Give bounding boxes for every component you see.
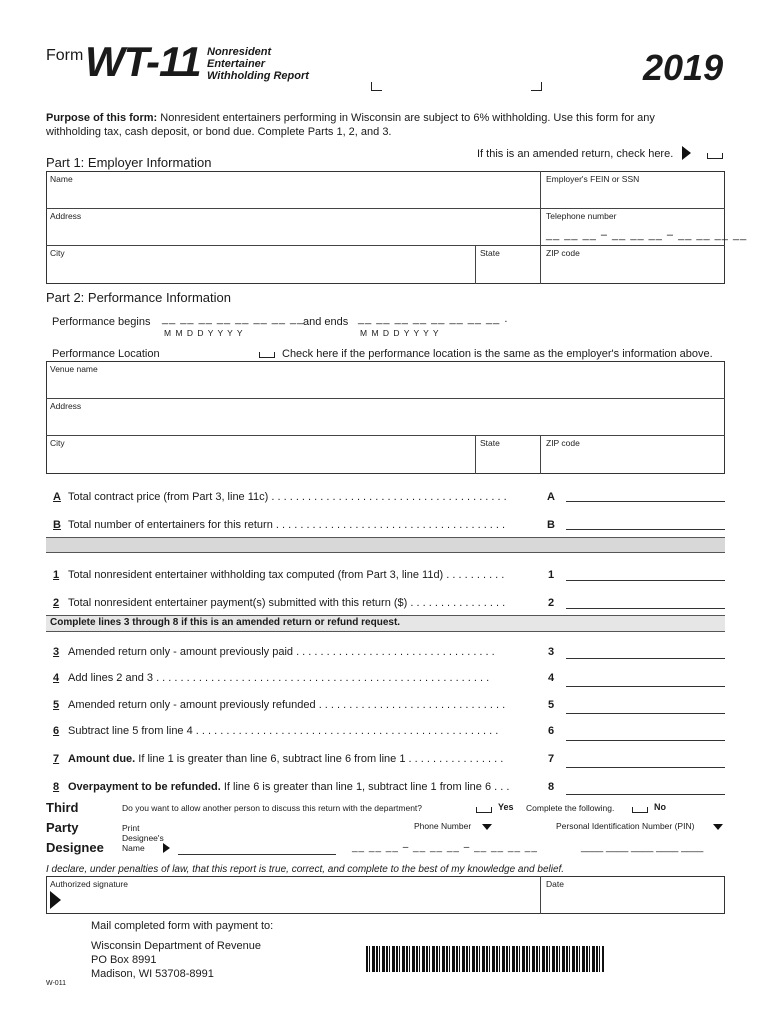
same-location-checkbox[interactable] [259, 352, 275, 358]
line-2-label: Total nonresident entertainer payment(s) submitted with this return ($) . . . . . . . . . . . . . . . . [68, 597, 506, 609]
line-5-input[interactable] [566, 713, 725, 714]
line-6-input[interactable] [566, 740, 725, 741]
purpose-label: Purpose of this form: [46, 112, 158, 124]
designee-title-2: Party [46, 820, 79, 835]
signature-box [46, 876, 725, 914]
line-a-label: Total contract price (from Part 3, line 11c) . . . . . . . . . . . . . . . . . . . . . . . . . . . . . . . . . . . . . . . [68, 491, 507, 503]
line-a-input[interactable] [566, 501, 725, 502]
divider [46, 398, 725, 399]
line-6-ref: 6 [548, 725, 555, 737]
amended-checkbox[interactable] [707, 153, 723, 159]
date-field[interactable]: Date [546, 879, 564, 889]
performance-location-label: Performance Location [52, 348, 160, 360]
arrow-right-icon [682, 146, 691, 160]
employer-address-field[interactable]: Address [50, 211, 82, 221]
line-2-ref: 2 [548, 597, 555, 609]
corner-mark-right [531, 82, 542, 91]
form-code: W-011 [46, 980, 66, 987]
declaration: I declare, under penalties of law, that this report is true, correct, and complete to the best of my knowledge and belief. [46, 864, 565, 875]
line-a-ref: A [547, 491, 555, 503]
line-3-input[interactable] [566, 658, 725, 659]
divider [540, 876, 541, 914]
line-7-number: 7 [53, 753, 60, 765]
purpose-line-1 [46, 112, 655, 124]
line-7-ref: 7 [548, 753, 555, 765]
form-title-1: Nonresident [207, 46, 272, 58]
begin-date-blanks[interactable]: __ __ __ __ __ __ __ __ [162, 313, 305, 325]
same-location-label: Check here if the performance location is the same as the employer's information above. [282, 348, 713, 360]
employer-name-field[interactable]: Name [50, 174, 73, 184]
venue-zip-field[interactable]: ZIP code [546, 438, 580, 448]
line-1-label: Total nonresident entertainer withholding tax computed (from Part 3, line 11d) . . . . . . . . . . [68, 569, 505, 581]
designee-pin-input[interactable]: ____ ____ ____ ____ ____ [581, 842, 704, 853]
line-1-input[interactable] [566, 580, 725, 581]
line-8-input[interactable] [566, 794, 725, 795]
line-8-ref: 8 [548, 781, 555, 793]
line-6-number: 6 [53, 725, 60, 737]
performance-begins-label: Performance begins [52, 316, 151, 328]
designee-no-checkbox[interactable] [632, 807, 648, 813]
chevron-down-icon [482, 824, 492, 830]
line-3-ref: 3 [548, 646, 555, 658]
divider [46, 208, 725, 209]
line-8-label [68, 781, 534, 793]
venue-city-field[interactable]: City [50, 438, 65, 448]
line-4-label: Add lines 2 and 3 . . . . . . . . . . . . . . . . . . . . . . . . . . . . . . . . . . . . . . . . . . . . . . . . . . . . . . . [68, 672, 490, 684]
arrow-right-icon [50, 891, 61, 909]
employer-state-field[interactable]: State [480, 248, 500, 258]
line-4-input[interactable] [566, 686, 725, 687]
line-5-number: 5 [53, 699, 60, 711]
mail-line-3: Madison, WI 53708-8991 [91, 968, 214, 980]
venue-state-field[interactable]: State [480, 438, 500, 448]
designee-name-label: Name [122, 843, 145, 853]
venue-name-field[interactable]: Venue name [50, 364, 98, 374]
designee-phone-input[interactable]: __ __ __ – __ __ __ – __ __ __ __ [352, 842, 538, 853]
arrow-right-icon [163, 843, 170, 853]
corner-mark-left [371, 82, 382, 91]
line-7-bold: Amount due. [68, 753, 136, 765]
line-b-input[interactable] [566, 529, 725, 530]
designee-yes-checkbox[interactable] [476, 807, 492, 813]
form-id: WT-11 [85, 38, 201, 85]
divider [46, 245, 725, 246]
designee-pin-label: Personal Identification Number (PIN) [556, 821, 695, 831]
employer-info-box [46, 171, 725, 284]
divider [475, 245, 476, 284]
line-7-label [68, 753, 532, 765]
mail-line-2: PO Box 8991 [91, 954, 157, 966]
line-5-label: Amended return only - amount previously refunded . . . . . . . . . . . . . . . . . . . . . . . . . . . . . . . [68, 699, 506, 711]
designee-designees-label: Designee's [122, 833, 164, 843]
divider [475, 435, 476, 474]
line-8-number: 8 [53, 781, 60, 793]
venue-address-field[interactable]: Address [50, 401, 82, 411]
line-8-bold: Overpayment to be refunded. [68, 781, 221, 793]
end-date-blanks[interactable]: __ __ __ __ __ __ __ __ . [358, 313, 509, 325]
line-4-ref: 4 [548, 672, 555, 684]
amended-note: Complete lines 3 through 8 if this is an amended return or refund request. [50, 617, 401, 628]
performance-location-box [46, 361, 725, 474]
line-2-input[interactable] [566, 608, 725, 609]
line-a-number: A [53, 491, 61, 503]
line-7-text: If line 1 is greater than line 6, subtract line 6 from line 1 . . . . . . . . . . . . . . . . [135, 753, 504, 765]
employer-fein-field[interactable]: Employer's FEIN or SSN [546, 174, 640, 184]
telephone-blanks: __ __ __ – __ __ __ – __ __ __ __ [546, 229, 748, 241]
designee-title-3: Designee [46, 840, 104, 855]
performance-ends-label: and ends [303, 316, 349, 328]
line-6-label: Subtract line 5 from line 4 . . . . . . . . . . . . . . . . . . . . . . . . . . . . . . . . . . . . . . . . . . . . . . . . . . [68, 725, 499, 737]
designee-complete-label: Complete the following. [526, 803, 615, 813]
divider [540, 435, 541, 474]
line-3-label: Amended return only - amount previously paid . . . . . . . . . . . . . . . . . . . . . . . . . . . . . . . . . [68, 646, 495, 658]
amended-label: If this is an amended return, check here. [477, 148, 674, 160]
designee-print-label: Print [122, 823, 140, 833]
employer-city-field[interactable]: City [50, 248, 65, 258]
line-5-ref: 5 [548, 699, 555, 711]
line-1-ref: 1 [548, 569, 555, 581]
line-1-number: 1 [53, 569, 60, 581]
part1-heading: Part 1: Employer Information [46, 155, 212, 170]
line-b-number: B [53, 519, 61, 531]
form-word: Form [46, 47, 84, 64]
line-b-ref: B [547, 519, 555, 531]
part2-heading: Part 2: Performance Information [46, 290, 231, 305]
mail-heading: Mail completed form with payment to: [91, 920, 274, 932]
divider [540, 171, 541, 284]
designee-yes-label: Yes [498, 802, 514, 812]
signature-field[interactable]: Authorized signature [50, 879, 128, 889]
designee-no-label: No [654, 802, 666, 812]
purpose-line-2: withholding tax, cash deposit, or bond due. Complete Parts 1, 2, and 3. [46, 126, 392, 138]
form-title-2: Entertainer [207, 58, 266, 70]
line-7-input[interactable] [566, 767, 725, 768]
barcode [366, 946, 604, 972]
designee-question: Do you want to allow another person to discuss this return with the department? [122, 803, 423, 813]
line-2-number: 2 [53, 597, 60, 609]
line-3-number: 3 [53, 646, 60, 658]
line-4-number: 4 [53, 672, 60, 684]
chevron-down-icon [713, 824, 723, 830]
line-8-text: If line 6 is greater than line 1, subtract line 1 from line 6 . . . [220, 781, 510, 793]
shaded-separator [46, 537, 725, 553]
divider [46, 435, 725, 436]
begin-date-format: M M D D Y Y Y Y [164, 328, 244, 338]
purpose-text: Nonresident entertainers performing in Wisconsin are subject to 6% withholding. Use this form for any [157, 112, 655, 124]
mail-line-1: Wisconsin Department of Revenue [91, 940, 261, 952]
designee-name-input[interactable] [178, 854, 336, 855]
form-title-3: Withholding Report [207, 70, 309, 82]
end-date-format: M M D D Y Y Y Y [360, 328, 440, 338]
line-b-label: Total number of entertainers for this return . . . . . . . . . . . . . . . . . . . . . . . . . . . . . . . . . . . . . . [68, 519, 506, 531]
employer-telephone-field[interactable]: Telephone number [546, 211, 617, 221]
tax-year: 2019 [643, 47, 724, 88]
designee-phone-label: Phone Number [414, 821, 472, 831]
designee-title-1: Third [46, 800, 79, 815]
employer-zip-field[interactable]: ZIP code [546, 248, 580, 258]
